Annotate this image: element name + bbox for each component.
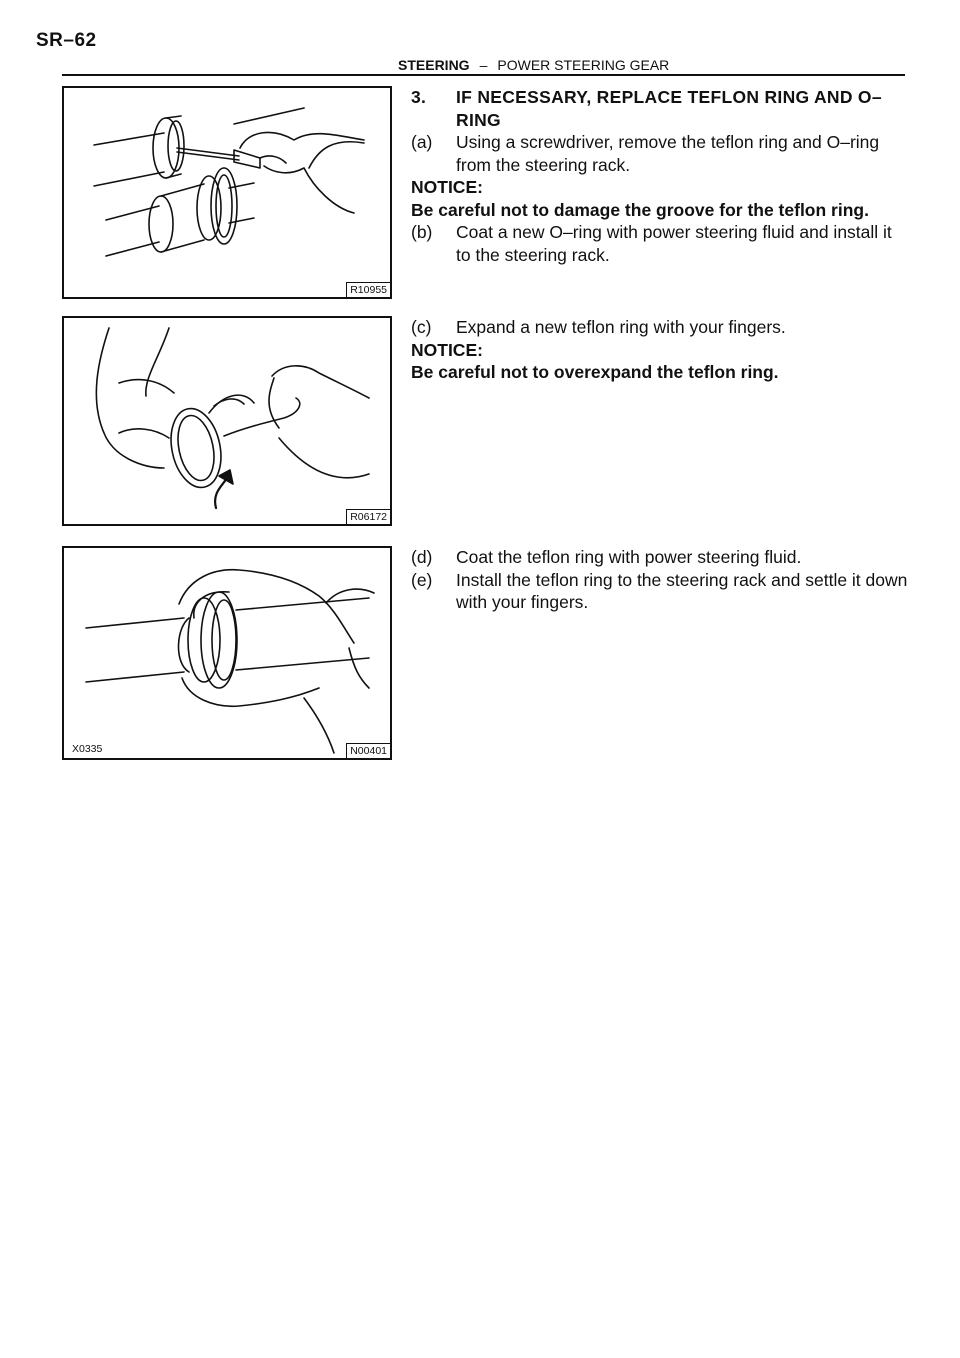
substep-c-text: Expand a new teflon ring with your fingers. [456,317,786,337]
illustration-fingers-expanding-ring [64,318,390,524]
notice-text: Be careful not to damage the groove for the teflon ring. [411,199,869,220]
substep-a-line1: Using a screwdriver, remove the teflon ring and O–ring [456,132,880,152]
illustration-screwdriver-rack [64,88,390,297]
substep-c-block [411,316,911,384]
figure-remove-teflon-ring [62,86,392,299]
figure-code: N00401 [346,743,390,758]
substep-e-label: (e) [411,569,433,590]
notice-label: NOTICE: [411,339,483,360]
illustration-install-ring [64,548,390,758]
substep-b [411,221,911,266]
substep-a [411,131,911,176]
step3-text-block [411,86,911,266]
page-header [398,57,669,73]
figure-expand-teflon-ring [62,316,392,526]
figure-install-teflon-ring [62,546,392,760]
substep-c [411,316,911,339]
substep-e [411,569,911,614]
header-subsection: POWER STEERING GEAR [497,57,670,73]
page-number: SR–62 [36,30,97,51]
substep-a-label: (a) [411,132,433,152]
substep-e-line2: with your fingers. [456,592,589,612]
step-title [411,86,911,131]
substep-c-label: (c) [411,317,432,337]
figure-code: R10955 [346,282,390,297]
notice-label: NOTICE: [411,177,483,197]
substep-e-line1: Install the teflon ring to the steering rack and settle it down [456,569,908,590]
header-rule [62,74,905,76]
header-section: STEERING [398,57,470,73]
figure-code: R06172 [346,509,390,524]
substep-de-block [411,546,911,614]
step-number: 3. [411,87,427,107]
step-title-line2: RING [456,109,501,130]
notice-text: Be careful not to overexpand the teflon ring. [411,362,779,382]
substep-a-line2: from the steering rack. [456,154,631,175]
substep-d-text: Coat the teflon ring with power steering fluid. [456,547,802,567]
substep-b-label: (b) [411,222,433,242]
substep-b-line1: Coat a new O–ring with power steering fluid and install it [456,222,892,242]
substep-d [411,546,911,569]
header-separator: – [479,57,488,73]
substep-d-label: (d) [411,547,433,567]
figure-code-left: X0335 [72,743,103,755]
substep-b-line2: to the steering rack. [456,244,610,265]
step-title-line1: IF NECESSARY, REPLACE TEFLON RING AND O– [456,87,882,107]
